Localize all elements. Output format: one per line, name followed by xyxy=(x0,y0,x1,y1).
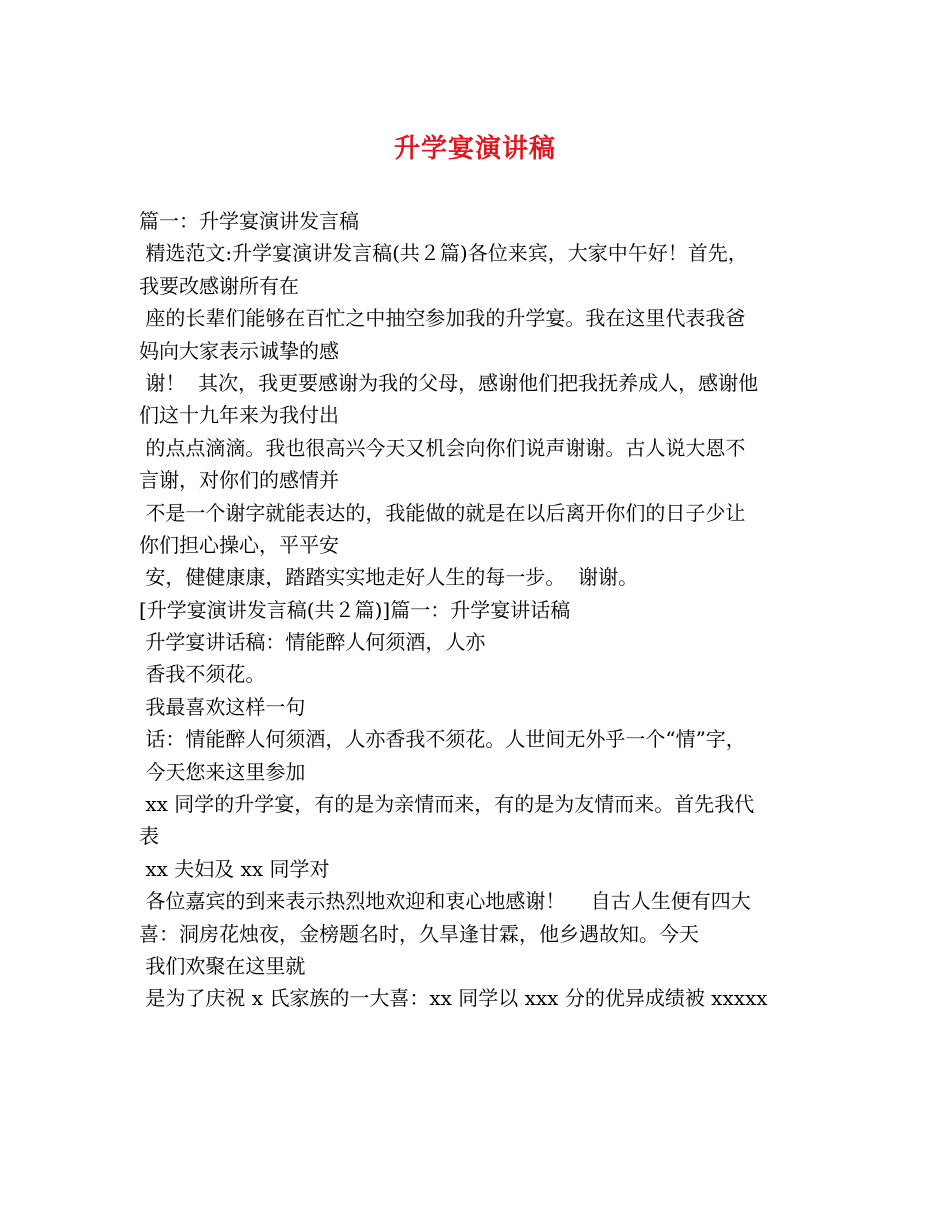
body-line: 谢！ 其次，我更要感谢为我的父母，感谢他们把我抚养成人，感谢他 xyxy=(139,370,759,395)
body-line: 妈向大家表示诚挚的感 xyxy=(139,338,339,363)
body-line: 的点点滴滴。我也很高兴今天又机会向你们说声谢谢。古人说大恩不 xyxy=(139,435,746,460)
body-line: 篇一：升学宴演讲发言稿 xyxy=(139,209,359,233)
body-line: 座的长辈们能够在百忙之中抽空参加我的升学宴。我在这里代表我爸 xyxy=(139,306,746,331)
body-line: 话：情能醉人何须酒，人亦香我不须花。人世间无外乎一个“情”字， xyxy=(139,727,746,752)
body-line: 升学宴讲话稿：情能醉人何须酒，人亦 xyxy=(139,630,486,655)
body-line: 各位嘉宾的到来表示热烈地欢迎和衷心地感谢！ 自古人生便有四大 xyxy=(139,889,751,914)
body-line: [升学宴演讲发言稿(共２篇)]篇一：升学宴讲话稿 xyxy=(139,597,571,622)
body-line: 我最喜欢这样一句 xyxy=(139,694,306,719)
document-body xyxy=(139,205,819,1015)
body-line: 精选范文:升学宴演讲发言稿(共２篇)各位来宾，大家中午好！首先， xyxy=(139,241,748,266)
body-line: 今天您来这里参加 xyxy=(139,759,306,784)
body-line: 不是一个谢字就能表达的，我能做的就是在以后离开你们的日子少让 xyxy=(139,500,746,525)
body-line: 是为了庆祝 x 氏家族的一大喜：xx 同学以 xxx 分的优异成绩被 xxxxx xyxy=(139,986,768,1011)
body-line: 你们担心操心，平平安 xyxy=(139,532,339,557)
body-line: 我要改感谢所有在 xyxy=(139,273,299,298)
body-line: 表 xyxy=(139,824,159,849)
document-title: 升学宴演讲稿 xyxy=(393,134,556,164)
body-line: xx 同学的升学宴，有的是为亲情而来，有的是为友情而来。首先我代 xyxy=(139,792,755,817)
body-line: 安，健健康康，踏踏实实地走好人生的每一步。 谢谢。 xyxy=(139,565,639,590)
body-line: 们这十九年来为我付出 xyxy=(139,403,339,428)
body-line: 喜：洞房花烛夜，金榜题名时，久旱逢甘霖，他乡遇故知。今天 xyxy=(139,921,699,946)
body-line: 香我不须花。 xyxy=(139,662,266,687)
body-line: 我们欢聚在这里就 xyxy=(139,953,306,978)
body-line: xx 夫妇及 xx 同学对 xyxy=(139,856,330,881)
body-line: 言谢，对你们的感情并 xyxy=(139,468,339,493)
